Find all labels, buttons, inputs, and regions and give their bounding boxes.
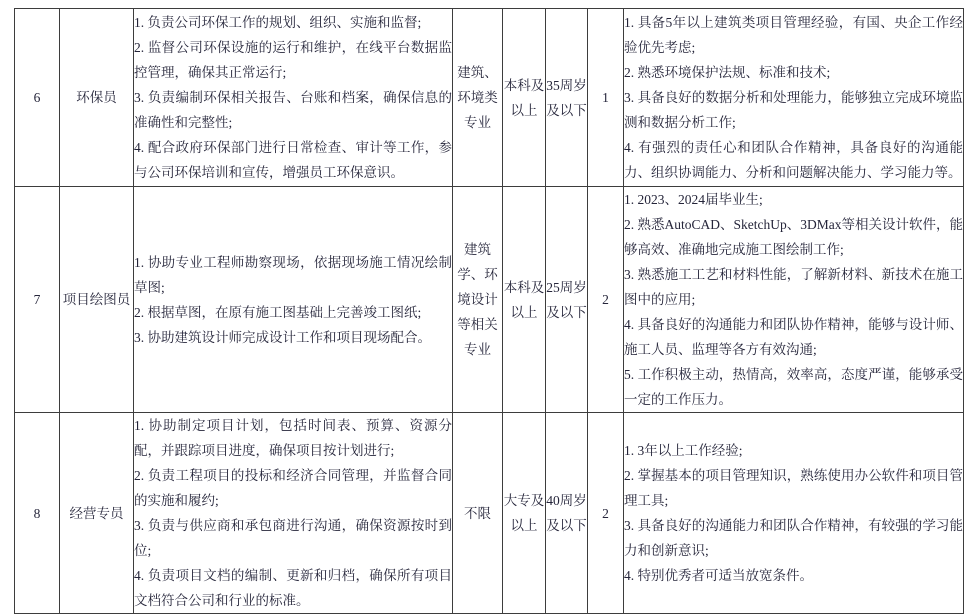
requirements-cell: 1. 3年以上工作经验; 2. 掌握基本的项目管理知识，熟练使用办公软件和项目管理工具; 3. 具备良好的沟通能力和团队合作精神，有较强的学习能力和创新意识; 4. 特别优秀者可适当放宽条件。 — [624, 413, 964, 614]
duties-cell: 1. 协助制定项目计划，包括时间表、预算、资源分配，并跟踪项目进度，确保项目按计划进行; 2. 负责工程项目的投标和经济合同管理，并监督合同的实施和履约; 3. 负责与供应商和承包商进行沟通，确保资源按时到位; 4. 负责项目文档的编制、更新和归档，确保所有项目文档符合公司和行业的标准。 — [134, 413, 453, 614]
position-cell: 项目绘图员 — [60, 187, 134, 413]
headcount-cell: 2 — [588, 413, 624, 614]
education-cell: 本科及以上 — [503, 187, 546, 413]
row-number-cell: 8 — [15, 413, 60, 614]
table-row — [15, 9, 964, 187]
major-cell: 建筑学、环境设计等相关专业 — [453, 187, 503, 413]
headcount-cell: 2 — [588, 187, 624, 413]
table-row — [15, 187, 964, 413]
requirements-cell: 1. 2023、2024届毕业生; 2. 熟悉AutoCAD、SketchUp、3DMax等相关设计软件，能够高效、准确地完成施工图绘制工作; 3. 熟悉施工工艺和材料性能，了解新材料、新技术在施工图中的应用; 4. 具备良好的沟通能力和团队协作精神，能够与设计师、施工人员、监理等各方有效沟通; 5. 工作积极主动，热情高，效率高，态度严谨，能够承受一定的工作压力。 — [624, 187, 964, 413]
age-cell: 40周岁及以下 — [546, 413, 588, 614]
duties-cell: 1. 负责公司环保工作的规划、组织、实施和监督; 2. 监督公司环保设施的运行和维护，在线平台数据监控管理，确保其正常运行; 3. 负责编制环保相关报告、台账和档案，确保信息的准确性和完整性; 4. 配合政府环保部门进行日常检查、审计等工作，参与公司环保培训和宣传，增强员工环保意识。 — [134, 9, 453, 187]
recruitment-table — [14, 8, 964, 614]
major-cell: 建筑、环境类专业 — [453, 9, 503, 187]
row-number-cell: 6 — [15, 9, 60, 187]
row-number-cell: 7 — [15, 187, 60, 413]
major-cell: 不限 — [453, 413, 503, 614]
table-row — [15, 413, 964, 614]
age-cell: 35周岁及以下 — [546, 9, 588, 187]
education-cell: 本科及以上 — [503, 9, 546, 187]
position-cell: 环保员 — [60, 9, 134, 187]
headcount-cell: 1 — [588, 9, 624, 187]
age-cell: 25周岁及以下 — [546, 187, 588, 413]
requirements-cell: 1. 具备5年以上建筑类项目管理经验，有国、央企工作经验优先考虑; 2. 熟悉环境保护法规、标准和技术; 3. 具备良好的数据分析和处理能力，能够独立完成环境监测和数据分析工作; 4. 有强烈的责任心和团队合作精神，具备良好的沟通能力、组织协调能力、分析和问题解决能力、学习能力等。 — [624, 9, 964, 187]
position-cell: 经营专员 — [60, 413, 134, 614]
education-cell: 大专及以上 — [503, 413, 546, 614]
duties-cell: 1. 协助专业工程师勘察现场，依据现场施工情况绘制草图; 2. 根据草图，在原有施工图基础上完善竣工图纸; 3. 协助建筑设计师完成设计工作和项目现场配合。 — [134, 187, 453, 413]
